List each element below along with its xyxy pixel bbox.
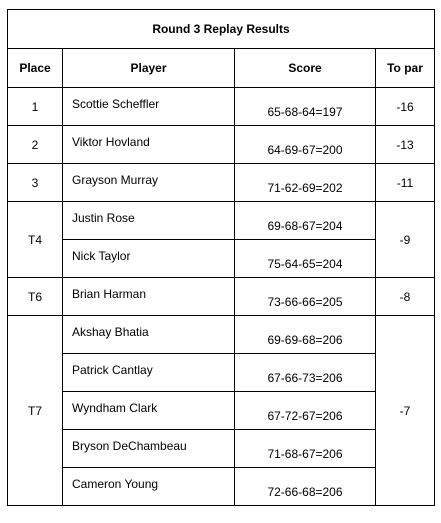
- player-cell: Grayson Murray: [63, 164, 235, 202]
- score-cell: 69-69-68=206: [235, 316, 376, 354]
- score-cell: 72-66-68=206: [235, 468, 376, 506]
- score-cell: 65-68-64=197: [235, 88, 376, 126]
- place-cell: T4: [8, 202, 63, 278]
- to-par-cell: -8: [376, 278, 435, 316]
- table-row: [8, 202, 435, 240]
- player-cell: Nick Taylor: [63, 240, 235, 278]
- to-par-cell: -11: [376, 164, 435, 202]
- score-cell: 73-66-66=205: [235, 278, 376, 316]
- table-row: [8, 392, 435, 430]
- header-score: Score: [235, 49, 376, 88]
- table-row: [8, 240, 435, 278]
- to-par-cell: -9: [376, 202, 435, 278]
- player-cell: Bryson DeChambeau: [63, 430, 235, 468]
- place-cell: T7: [8, 316, 63, 506]
- place-cell: T6: [8, 278, 63, 316]
- player-cell: Cameron Young: [63, 468, 235, 506]
- to-par-cell: -13: [376, 126, 435, 164]
- table-row: [8, 164, 435, 202]
- score-cell: 75-64-65=204: [235, 240, 376, 278]
- score-cell: 67-72-67=206: [235, 392, 376, 430]
- table-row: [8, 316, 435, 354]
- header-to-par: To par: [376, 49, 435, 88]
- results-table: [7, 9, 435, 506]
- score-cell: 67-66-73=206: [235, 354, 376, 392]
- player-cell: Brian Harman: [63, 278, 235, 316]
- to-par-cell: -16: [376, 88, 435, 126]
- header-place: Place: [8, 49, 63, 88]
- player-cell: Justin Rose: [63, 202, 235, 240]
- header-player: Player: [63, 49, 235, 88]
- score-cell: 69-68-67=204: [235, 202, 376, 240]
- player-cell: Scottie Scheffler: [63, 88, 235, 126]
- table-header-row: [8, 49, 435, 88]
- player-cell: Patrick Cantlay: [63, 354, 235, 392]
- to-par-cell: -7: [376, 316, 435, 506]
- table-row: [8, 354, 435, 392]
- table-row: [8, 278, 435, 316]
- score-cell: 64-69-67=200: [235, 126, 376, 164]
- score-cell: 71-68-67=206: [235, 430, 376, 468]
- results-table-container: [7, 9, 435, 506]
- player-cell: Wyndham Clark: [63, 392, 235, 430]
- place-cell: 1: [8, 88, 63, 126]
- table-row: [8, 126, 435, 164]
- place-cell: 2: [8, 126, 63, 164]
- table-row: [8, 468, 435, 506]
- table-title: Round 3 Replay Results: [8, 10, 435, 49]
- score-cell: 71-62-69=202: [235, 164, 376, 202]
- table-row: [8, 88, 435, 126]
- player-cell: Akshay Bhatia: [63, 316, 235, 354]
- player-cell: Viktor Hovland: [63, 126, 235, 164]
- place-cell: 3: [8, 164, 63, 202]
- table-row: [8, 430, 435, 468]
- table-title-row: [8, 10, 435, 49]
